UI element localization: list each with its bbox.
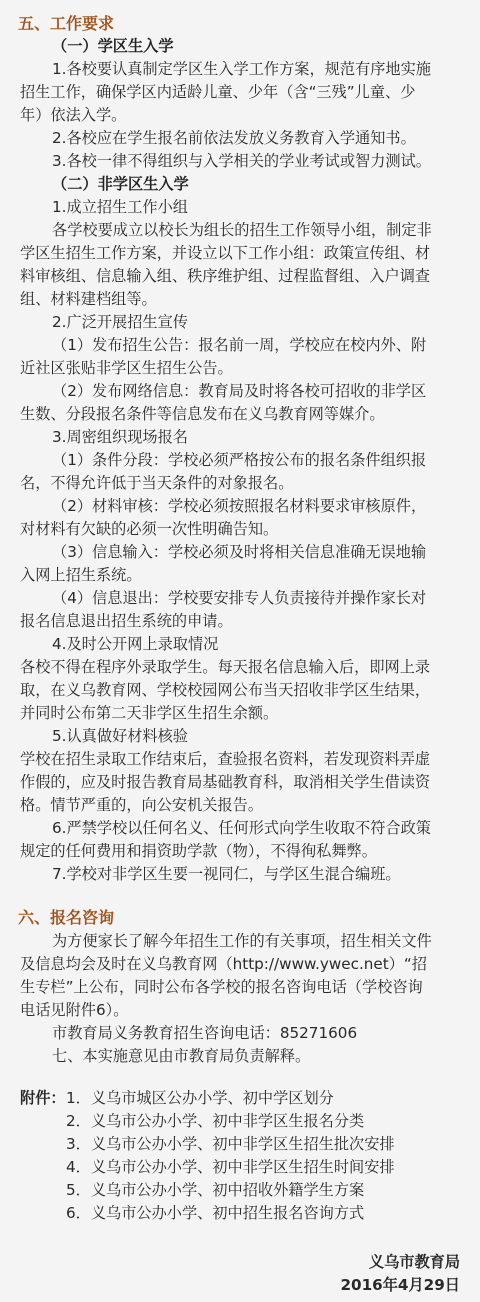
- paragraph-line: 各校不得在程序外录取学生。每天报名信息输入后，即网上录: [20, 658, 431, 676]
- paragraph-line: 3.各校一律不得组织与入学相关的学业考试或智力测试。: [52, 152, 431, 170]
- paragraph-line: （1）发布招生公告：报名前一周，学校应在校内外、附: [52, 336, 427, 354]
- paragraph-line: 报名信息退出招生系统的申请。: [20, 612, 233, 630]
- paragraph-line: 电话见附件6）。: [20, 1001, 129, 1019]
- paragraph-line: （2）发布网络信息：教育局及时将各校可招收的非学区: [52, 382, 427, 400]
- item-title: 5.认真做好材料核验: [52, 727, 188, 745]
- paragraph-line: 年）依法入学。: [20, 106, 127, 124]
- paragraph-line: 组、材料建档组等。: [20, 290, 157, 308]
- part2-title: （二）非学区生入学: [52, 175, 189, 193]
- item-title: 2.广泛开展招生宣传: [52, 313, 188, 331]
- paragraph-line: （4）信息退出：学校要安排专人负责接待并操作家长对: [52, 589, 427, 607]
- paragraph-line: 及信息均会及时在义乌教育网（http://www.ywec.net）“招: [20, 955, 427, 973]
- item-title: 4.及时公开网上录取情况: [52, 635, 219, 653]
- paragraph-line: 招生工作，确保学区内适龄儿童、少年（含“三残”儿童、少: [20, 83, 416, 101]
- paragraph-line: （1）条件分段：学校必须严格按公布的报名条件组织报: [52, 451, 427, 469]
- paragraph-line: 对材料有欠缺的必须一次性明确告知。: [20, 520, 279, 538]
- paragraph-line: 学校在招生录取工作结束后，查验报名资料，若发现资料弄虚: [20, 750, 431, 768]
- paragraph-line: 各学校要成立以校长为组长的招生工作领导小组，制定非: [52, 221, 432, 239]
- paragraph-line: 生数、分段报名条件等信息发布在义乌教育网等媒介。: [20, 405, 385, 423]
- paragraph-line: 生专栏”上公布，同时公布各学校的报名咨询电话（学校咨询: [20, 978, 423, 996]
- paragraph-line: 并同时公布第二天非学区生招生余额。: [20, 704, 279, 722]
- attachment-item: 3．义乌市公办小学、初中非学区生招生批次安排: [66, 1135, 395, 1153]
- attachment-item: 1．义乌市城区公办小学、初中学区划分: [66, 1089, 334, 1107]
- signature-org: 义乌市教育局: [368, 1253, 460, 1271]
- attachment-item: 2．义乌市公办小学、初中非学区生报名分类: [66, 1112, 365, 1130]
- attachment-item: 4．义乌市公办小学、初中非学区生招生时间安排: [66, 1158, 395, 1176]
- paragraph-line: 近社区张贴非学区生招生公告。: [20, 359, 233, 377]
- item-title: 1.成立招生工作小组: [52, 198, 188, 216]
- paragraph-line: 为方便家长了解今年招生工作的有关事项，招生相关文件: [52, 932, 432, 950]
- part1-title: （一）学区生入学: [52, 37, 174, 55]
- paragraph-line: 规定的任何费用和捐资助学款（物），不得徇私舞弊。: [20, 842, 377, 860]
- paragraph-line: 作假的，应及时报告教育局基础教育科，取消相关学生借读资: [20, 773, 431, 791]
- paragraph-line: 取，在义乌教育网、学校校园网公布当天招收非学区生结果，: [20, 681, 431, 699]
- signature-date: 2016年4月29日: [340, 1276, 460, 1294]
- section6-heading: 六、报名咨询: [18, 908, 115, 927]
- attachments-label: 附件：: [20, 1089, 66, 1107]
- paragraph-line: （2）材料审核：学校必须按照报名材料要求审核原件，: [52, 497, 427, 515]
- paragraph-line: 格。情节严重的，向公安机关报告。: [20, 796, 263, 814]
- attachment-item: 6．义乌市公办小学、初中招生报名咨询方式: [66, 1204, 365, 1222]
- interpretation-note: 七、本实施意见由市教育局负责解释。: [52, 1047, 311, 1065]
- item-title: 3.周密组织现场报名: [52, 428, 188, 446]
- paragraph-line: 料审核组、信息输入组、秩序维护组、过程监督组、入户调查: [20, 267, 431, 285]
- attachment-item: 5．义乌市公办小学、初中招收外籍学生方案: [66, 1181, 365, 1199]
- paragraph-line: 学区生招生工作方案，并设立以下工作小组：政策宣传组、材: [20, 244, 431, 262]
- paragraph-line: （3）信息输入：学校必须及时将相关信息准确无误地输: [52, 543, 427, 561]
- paragraph-line: 名，不得允许低于当天条件的对象报名。: [20, 474, 294, 492]
- section5-heading: 五、工作要求: [18, 14, 115, 33]
- paragraph-line: 1.各校要认真制定学区生入学工作方案，规范有序地实施: [52, 60, 431, 78]
- paragraph-line: 7.学校对非学区生要一视同仁，与学区生混合编班。: [52, 865, 401, 883]
- paragraph-line: 2.各校应在学生报名前依法发放义务教育入学通知书。: [52, 129, 416, 147]
- consult-phone: 市教育局义务教育招生咨询电话：85271606: [52, 1024, 358, 1042]
- paragraph-line: 6.严禁学校以任何名义、任何形式向学生收取不符合政策: [52, 819, 431, 837]
- paragraph-line: 入网上招生系统。: [20, 566, 142, 584]
